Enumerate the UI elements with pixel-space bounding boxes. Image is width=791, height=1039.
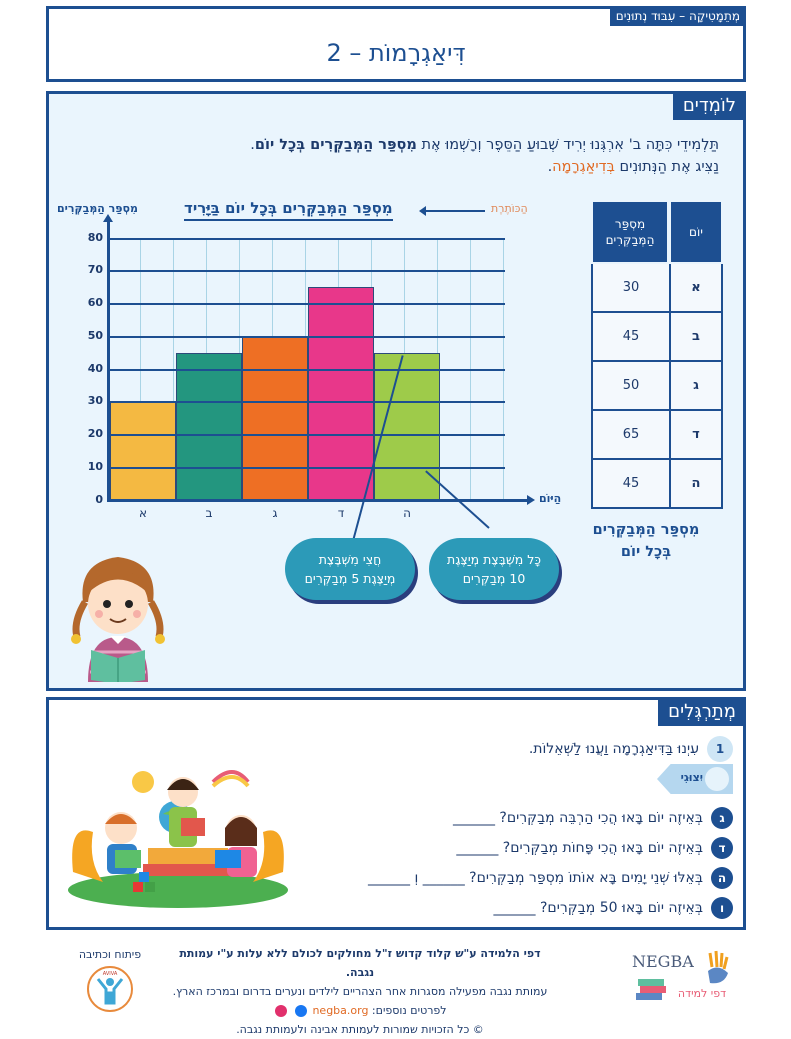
cloud-half-square xyxy=(285,538,415,600)
question-text[interactable]: בְּאֵיזֶה יוֹם בָּאוּ 50 מְבַקְּרִים? ______ xyxy=(493,900,703,916)
header-box xyxy=(46,6,746,82)
avivah-logo-text: AVIVA xyxy=(102,971,118,977)
intro-line2-end: . xyxy=(547,159,553,175)
title-arrow-icon xyxy=(425,210,485,212)
intro-line1-end: . xyxy=(250,137,255,153)
table-row xyxy=(591,411,723,460)
table-cell-day: ה xyxy=(669,460,723,509)
question-item xyxy=(494,897,733,919)
question-item xyxy=(453,807,733,829)
table-row xyxy=(591,313,723,362)
intro-line2: נַצִּיג אֶת הַנְּתוּנִים xyxy=(614,159,719,175)
question-number-badge: 1 xyxy=(707,736,733,762)
y-tick: 80 xyxy=(87,231,103,244)
x-label: ה xyxy=(403,506,411,520)
table-caption-line1: מִסְפַּר הַמְּבַקְּרִים xyxy=(592,522,700,538)
question-1-text: עִיְנוּ בַּדִּיאַגְרָמָה וַעֲנוּ לַשְּׁאֵלוֹת. xyxy=(528,741,699,757)
avivah-logo-icon xyxy=(86,965,134,1013)
y-axis-arrow-icon xyxy=(107,220,110,500)
table-cell-day: ב xyxy=(669,313,723,362)
table-cell-day: א xyxy=(669,264,723,313)
table-caption xyxy=(571,519,721,563)
table-cell-value: 45 xyxy=(591,313,669,362)
question-1 xyxy=(529,736,733,762)
y-tick: 20 xyxy=(87,427,103,440)
footer-line3 xyxy=(170,1001,550,1020)
negba-logo-text: NEGBA xyxy=(632,952,694,971)
cloud-left-line2: מְיַצֶּגֶת 5 מְבַקְּרִים xyxy=(304,571,396,586)
exercises-section xyxy=(46,697,746,930)
y-tick: 40 xyxy=(87,362,103,375)
x-label: ג xyxy=(272,506,278,520)
title-label: הַכּוֹתֶרֶת xyxy=(491,202,528,215)
negba-logo xyxy=(628,945,738,1011)
grid-hline xyxy=(107,303,505,305)
y-tick: 10 xyxy=(87,460,103,473)
pair-work-label: יִצוּגִי xyxy=(680,771,703,784)
question-text[interactable]: בְּאֵלּוּ שְׁנֵי יָמִים בָּא אוֹתוֹ מִסְפַּר מְבַקְּרִים? ______ וְ ______ xyxy=(368,870,703,886)
question-letter-badge: ד xyxy=(711,837,733,859)
table-header-visitors: מִסְפַּר הַמְּבַקְּרִים xyxy=(591,200,669,264)
kids-reading-illustration xyxy=(63,752,293,912)
exercises-section-label: מְתַרְגְּלִים xyxy=(658,697,746,726)
cloud-right-line1: כָּל מִשְׁבֶּצֶת מְיַצֶּגֶת xyxy=(447,552,541,567)
intro-line2-highlight: בְּדִיאַגְרָמָה xyxy=(552,159,615,175)
bar-chart xyxy=(87,231,507,520)
table-cell-value: 50 xyxy=(591,362,669,411)
girl-reading-illustration xyxy=(63,542,173,682)
cloud-full-square xyxy=(429,538,559,600)
intro-line1-bold: מִסְפַּר הַמְּבַקְּרִים בְּכָל יוֹם xyxy=(254,137,417,153)
bar-day-alef xyxy=(110,402,176,500)
footer-details-label: לפרטים נוספים: xyxy=(368,1004,447,1017)
table-cell-day: ד xyxy=(669,411,723,460)
y-tick: 70 xyxy=(87,263,103,276)
table-caption-line2: בְּכָל יוֹם xyxy=(620,544,672,560)
instagram-icon[interactable] xyxy=(275,1005,287,1017)
table-cell-value: 30 xyxy=(591,264,669,313)
chart-title: מִסְפַּר הַמְּבַקְּרִים בְּכָל יוֹם בַּיָּרִיד xyxy=(184,199,393,221)
x-axis-title: הַיּוֹם xyxy=(539,492,562,505)
table-row xyxy=(591,362,723,411)
grid-hline xyxy=(107,238,505,240)
grid-hline xyxy=(107,434,505,436)
y-tick: 0 xyxy=(95,493,103,506)
y-tick: 60 xyxy=(87,296,103,309)
question-text[interactable]: בְּאֵיזֶה יוֹם בָּאוּ הֲכִי הַרְבֵּה מְבַקְּרִים? ______ xyxy=(452,810,703,826)
grid-hline xyxy=(107,369,505,371)
subject-tag: מְתֵמָטִיקָה – עִבּוּד נְתוּנִים xyxy=(610,6,746,26)
facebook-icon[interactable] xyxy=(295,1005,307,1017)
bar-day-bet xyxy=(176,353,242,500)
negba-link[interactable]: negba.org xyxy=(312,1004,369,1017)
table-cell-value: 45 xyxy=(591,460,669,509)
learn-section xyxy=(46,91,746,691)
question-letter-badge: ג xyxy=(711,807,733,829)
x-axis-arrow-icon xyxy=(107,499,527,502)
footer-line2: עמותת נגבה מפעילה מסגרות אחר הצהריים לילדים ונערים בדרום ובמרכז הארץ. xyxy=(172,985,548,998)
table-cell-value: 65 xyxy=(591,411,669,460)
avivah-logo xyxy=(70,948,150,1017)
footer-line1: דפי הלמידה ע"ש קלוד קדוש ז"ל מחולקים לכולם ללא עלות ע"י עמותת נגבה. xyxy=(179,947,541,979)
x-label: א xyxy=(138,506,148,520)
footer-info xyxy=(170,944,550,1039)
question-letter-badge: ו xyxy=(711,897,733,919)
intro-text xyxy=(79,134,719,178)
table-row xyxy=(591,460,723,509)
table-row xyxy=(591,264,723,313)
negba-logo-subtext: דפי למידה xyxy=(677,987,727,1000)
table-header-day: יוֹם xyxy=(669,200,723,264)
grid-hline xyxy=(107,467,505,469)
question-item xyxy=(368,867,733,889)
data-table xyxy=(591,200,723,509)
grid-hline xyxy=(107,270,505,272)
y-axis-title: מִסְפַּר הַמְּבַקְּרִים xyxy=(57,202,138,215)
cloud-right-line2: 10 מְבַקְּרִים xyxy=(462,571,526,586)
pair-work-dot-icon xyxy=(705,767,729,791)
development-label: פיתוח וכתיבה xyxy=(78,948,142,961)
table-cell-day: ג xyxy=(669,362,723,411)
x-label: ד xyxy=(337,506,345,520)
grid-hline xyxy=(107,401,505,403)
question-text[interactable]: בְּאֵיזֶה יוֹם בָּאוּ הֲכִי פָּחוֹת מְבַקְּרִים? ______ xyxy=(456,840,703,856)
cloud-left-line1: חֲצִי מִשְׁבֶּצֶת xyxy=(318,552,382,567)
y-tick: 50 xyxy=(87,329,103,342)
intro-line1: תַּלְמִידֵי כִּתָּה ב' אִרְגְּנוּ יְרִיד שְׁבוּעַ הַסֵּפֶר וְרָשְׁמוּ אֶת xyxy=(416,137,719,153)
y-tick: 30 xyxy=(87,394,103,407)
learn-section-label: לוֹמְדִים xyxy=(673,91,746,120)
page-title: דִּיאַגְרָמוֹת – 2 xyxy=(326,39,466,67)
bar-day-gimel xyxy=(242,336,308,500)
grid-hline xyxy=(107,336,505,338)
question-item xyxy=(456,837,733,859)
footer-copyright: © כל הזכויות שמורות לעמותת אבינה ולעמותת נגבה. xyxy=(236,1023,484,1036)
question-letter-badge: ה xyxy=(711,867,733,889)
x-label: ב xyxy=(205,506,213,520)
